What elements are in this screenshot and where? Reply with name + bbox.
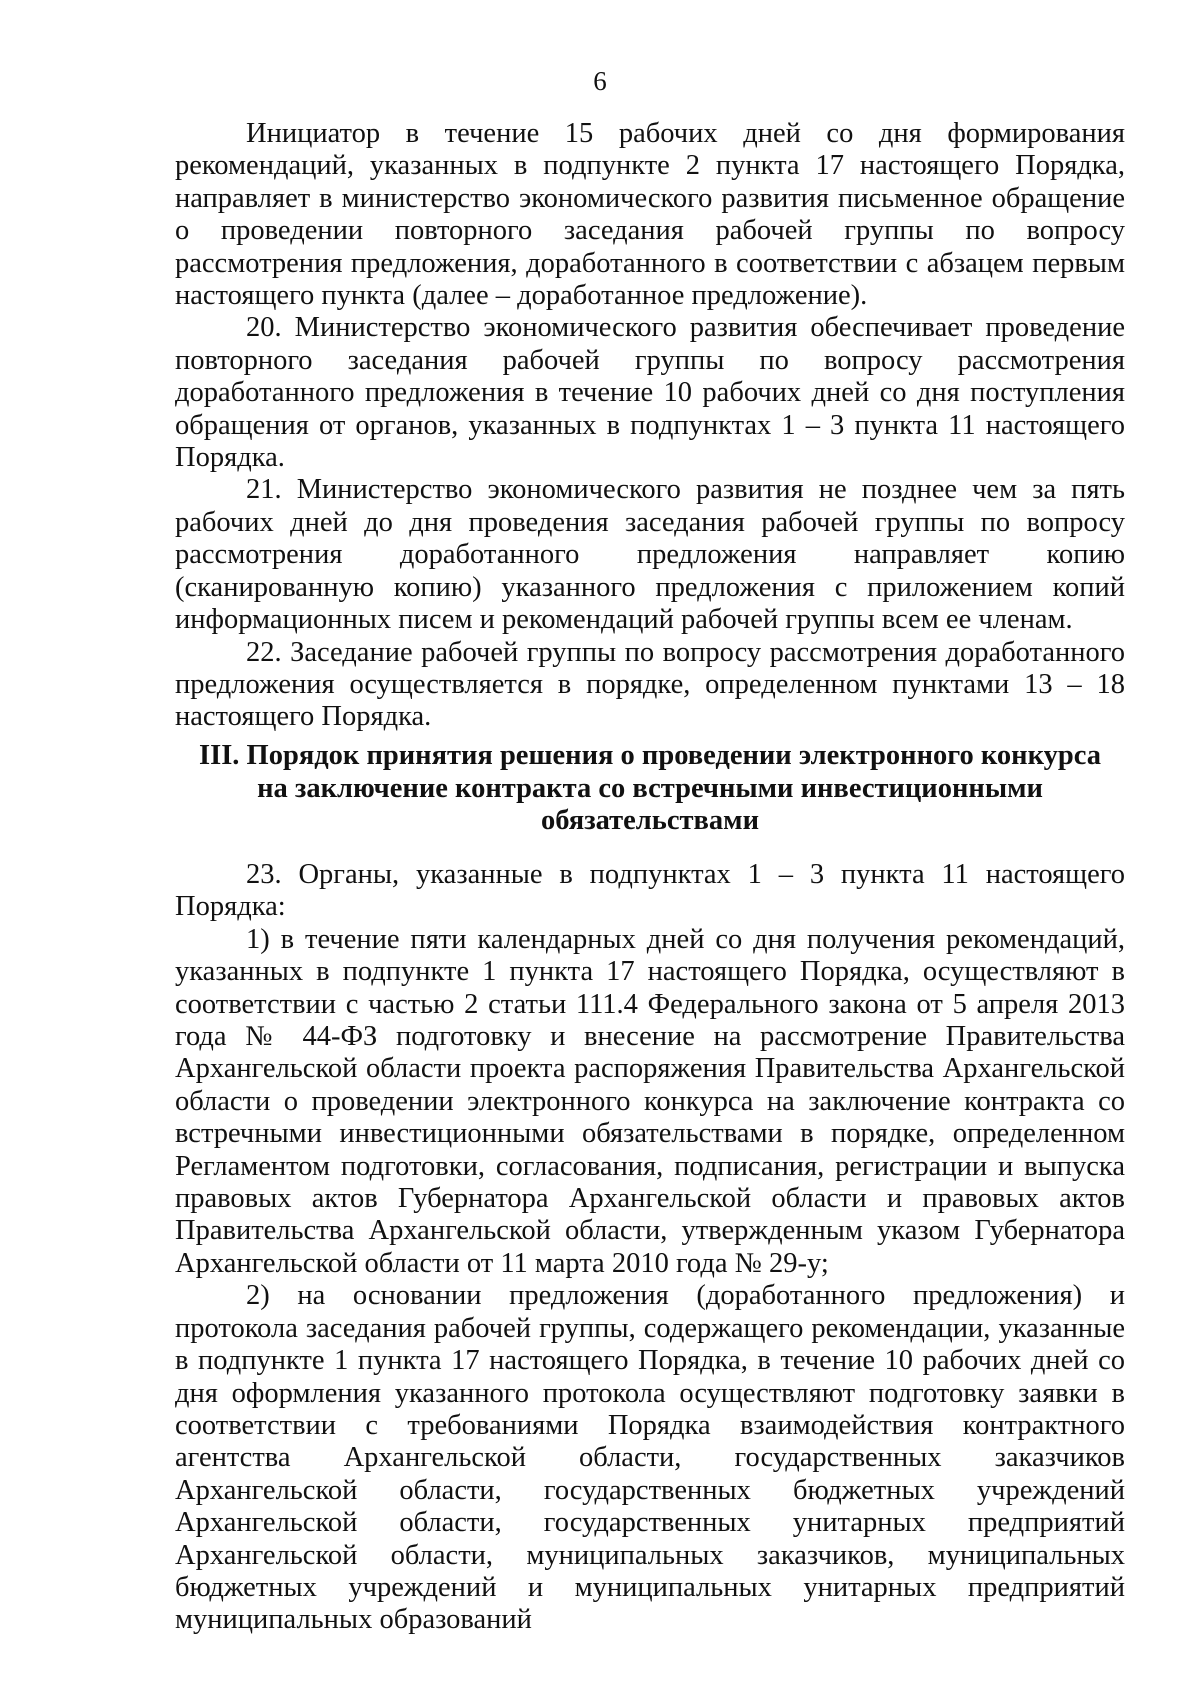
paragraphs-before-section [175, 118, 1125, 734]
paragraph-20: 20. Министерство экономического развития обеспечивает проведение повторного заседания рабочей группы по вопросу рассмотрения доработанного предложения в течение 10 рабочих дней со дня поступления обращения от органов, указанных в подпунктах 1 – 3 пункта 11 настоящего Порядка. [175, 312, 1125, 474]
paragraph-23-item-2: 2) на основании предложения (доработанного предложения) и протокола заседания рабочей группы, содержащего рекомендации, указанные в подпункте 1 пункта 17 настоящего Порядка, в течение 10 рабочих дней со дня оформления указанного протокола осуществляют подготовку заявки в соответствии с требованиями Порядка взаимодействия контрактного агентства Архангельской области, государственных заказчиков Архангельской области, государственных бюджетных учреждений Архангельской области, государственных унитарных предприятий Архангельской области, муниципальных заказчиков, муниципальных бюджетных учреждений и муниципальных унитарных предприятий муниципальных образований [175, 1280, 1125, 1636]
paragraph-23-item-1: 1) в течение пяти календарных дней со дня получения рекомендаций, указанных в подпункте 1 пункта 17 настоящего Порядка, осуществляют в соответствии с частью 2 статьи 111.4 Федерального закона от 5 апреля 2013 года № 44-ФЗ подготовку и внесение на рассмотрение Правительства Архангельской области проекта распоряжения Правительства Архангельской области о проведении электронного конкурса на заключение контракта со встречными инвестиционными обязательствами в порядке, определенном Регламентом подготовки, согласования, подписания, регистрации и выпуска правовых актов Губернатора Архангельской области и правовых актов Правительства Архангельской области, утвержденным указом Губернатора Архангельской области от 11 марта 2010 года № 29-у; [175, 923, 1125, 1279]
section-heading-line-2: на заключение контракта со встречными инвестиционными [257, 772, 1043, 804]
paragraph-21: 21. Министерство экономического развития не позднее чем за пять рабочих дней до дня проведения заседания рабочей группы по вопросу рассмотрения доработанного предложения направляет копию (сканированную копию) указанного предложения с приложением копий информационных писем и рекомендаций рабочей группы всем ее членам. [175, 474, 1125, 636]
section-heading-line-3: обязательствами [540, 805, 759, 836]
paragraph-23: 23. Органы, указанные в подпунктах 1 – 3 пункта 11 настоящего Порядка: [175, 859, 1125, 923]
page-number: 6 [593, 66, 607, 96]
paragraphs-after-section [175, 859, 1125, 1637]
section-heading-line-1: III. Порядок принятия решения о проведении электронного конкурса [199, 740, 1101, 771]
paragraph-initiator: Инициатор в течение 15 рабочих дней со дня формирования рекомендаций, указанных в подпункте 2 пункта 17 настоящего Порядка, направляет в министерство экономического развития письменное обращение о проведении повторного заседания рабочей группы по вопросу рассмотрения предложения, доработанного в соответствии с абзацем первым настоящего пункта (далее – доработанное предложение). [175, 118, 1125, 312]
paragraph-22: 22. Заседание рабочей группы по вопросу рассмотрения доработанного предложения осуществляется в порядке, определенном пунктами 13 – 18 настоящего Порядка. [175, 636, 1125, 733]
section-heading [175, 740, 1125, 838]
